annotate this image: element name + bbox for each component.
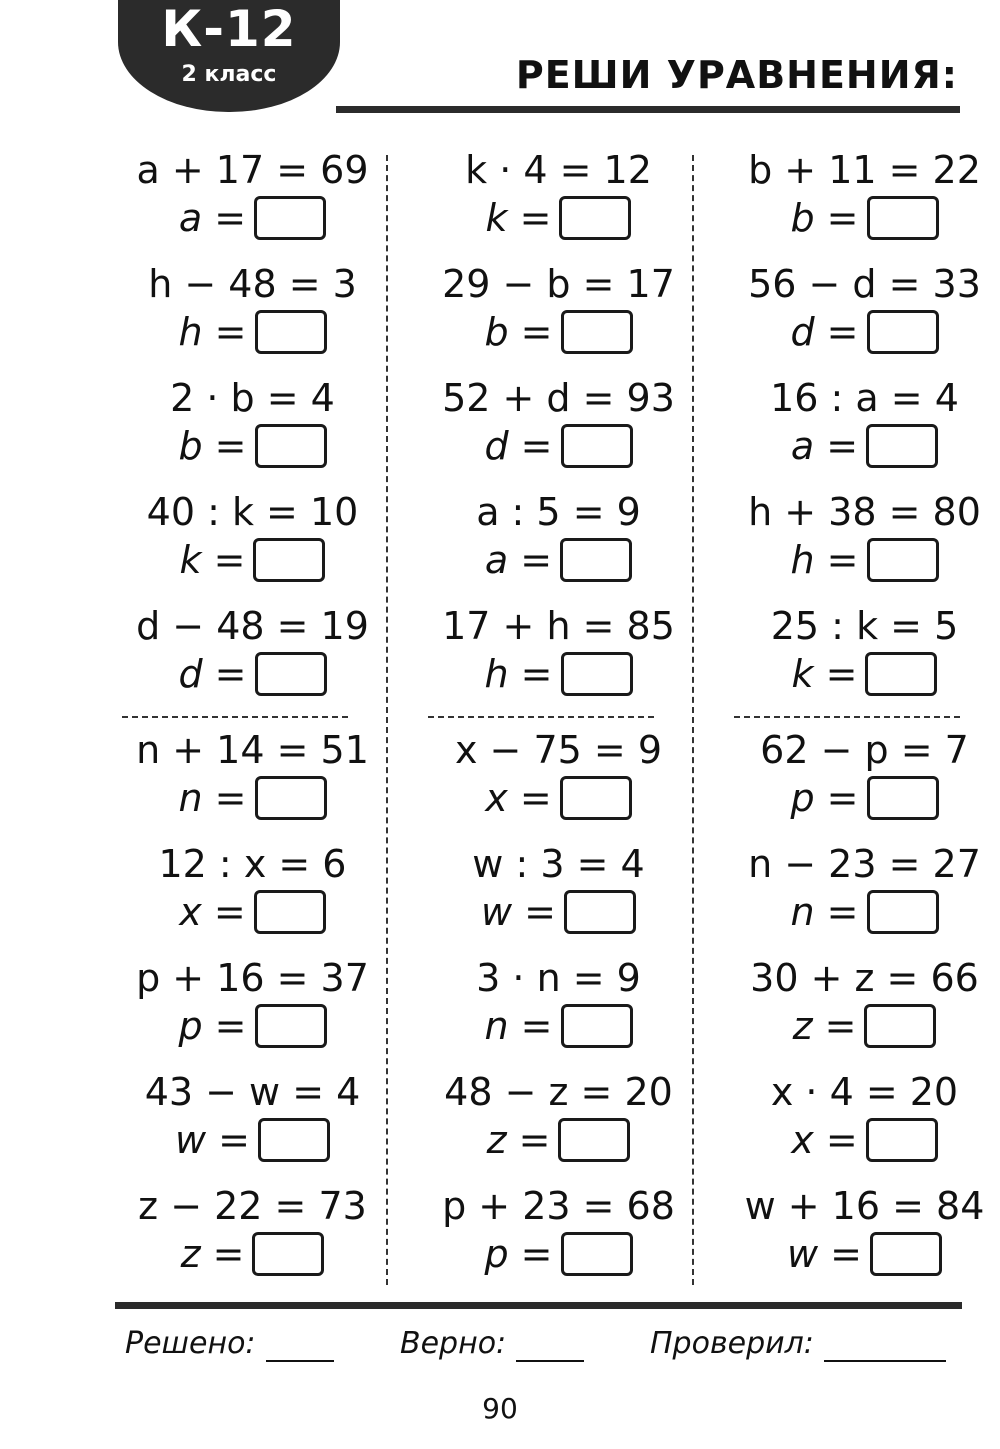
- equation-problem: [722, 1062, 1000, 1176]
- answer-row: [110, 538, 395, 590]
- equation-problem: [416, 254, 701, 368]
- answer-row: [110, 310, 395, 362]
- checked-input-line[interactable]: [824, 1332, 946, 1362]
- answer-box[interactable]: [866, 424, 938, 468]
- correct-input-line[interactable]: [516, 1332, 584, 1362]
- equation-text: d − 48 = 19: [136, 604, 369, 648]
- answer-box[interactable]: [867, 196, 939, 240]
- checked-label: Проверил:: [650, 1326, 814, 1361]
- answer-box[interactable]: [255, 424, 327, 468]
- equation-text: h + 38 = 80: [748, 490, 981, 534]
- answer-label: h =: [790, 538, 859, 582]
- equation-problem: [722, 482, 1000, 596]
- equation-text: w + 16 = 84: [744, 1184, 985, 1228]
- answer-box[interactable]: [258, 1118, 330, 1162]
- answer-row: [110, 776, 395, 828]
- answer-label: a =: [790, 424, 859, 468]
- answer-row: [416, 538, 701, 590]
- series-badge: [118, 0, 340, 112]
- answer-row: [416, 310, 701, 362]
- badge-grade: 2 класс: [181, 62, 277, 87]
- answer-label: a =: [178, 196, 247, 240]
- footer-rule: [115, 1302, 962, 1309]
- equation-column: [416, 140, 701, 1285]
- equation-problem: [416, 720, 701, 834]
- answer-row: [722, 1004, 1000, 1056]
- answer-box[interactable]: [561, 310, 633, 354]
- equation-text: 48 − z = 20: [444, 1070, 673, 1114]
- correct-label: Верно:: [400, 1326, 507, 1361]
- equation-text: 30 + z = 66: [750, 956, 979, 1000]
- page-heading: РЕШИ УРАВНЕНИЯ:: [515, 53, 958, 97]
- equation-problem: [416, 140, 701, 254]
- answer-row: [722, 1118, 1000, 1170]
- equation-problem: [110, 1176, 395, 1290]
- equation-problem: [110, 254, 395, 368]
- answer-box[interactable]: [866, 1118, 938, 1162]
- answer-label: d =: [790, 310, 859, 354]
- answer-label: x =: [791, 1118, 858, 1162]
- answer-row: [722, 652, 1000, 704]
- equation-text: z − 22 = 73: [138, 1184, 367, 1228]
- answer-box[interactable]: [560, 538, 632, 582]
- equation-problem: [110, 948, 395, 1062]
- solved-label: Решено:: [125, 1326, 256, 1361]
- answer-row: [416, 1118, 701, 1170]
- answer-label: p =: [790, 776, 859, 820]
- answer-label: p =: [178, 1004, 247, 1048]
- equation-text: x − 75 = 9: [454, 728, 662, 772]
- answer-label: w =: [481, 890, 556, 934]
- heading-rule: [336, 106, 960, 113]
- page-number: 90: [482, 1392, 518, 1425]
- answer-box[interactable]: [252, 1232, 324, 1276]
- answer-box[interactable]: [564, 890, 636, 934]
- equation-problem: [722, 948, 1000, 1062]
- answer-row: [416, 890, 701, 942]
- answer-label: h =: [484, 652, 553, 696]
- answer-box[interactable]: [561, 424, 633, 468]
- equation-problem: [722, 254, 1000, 368]
- correct-field: [400, 1326, 584, 1362]
- answer-label: k =: [485, 196, 552, 240]
- answer-label: w =: [787, 1232, 862, 1276]
- equation-text: 62 − p = 7: [760, 728, 969, 772]
- answer-box[interactable]: [253, 538, 325, 582]
- equation-problem: [722, 1176, 1000, 1290]
- answer-label: k =: [791, 652, 858, 696]
- equation-problem: [416, 948, 701, 1062]
- equation-text: 12 : x = 6: [158, 842, 347, 886]
- answer-box[interactable]: [255, 310, 327, 354]
- answer-row: [722, 196, 1000, 248]
- answer-row: [110, 424, 395, 476]
- equation-column: [110, 140, 395, 1285]
- answer-label: k =: [179, 538, 246, 582]
- answer-row: [416, 1004, 701, 1056]
- answer-row: [416, 776, 701, 828]
- equation-problem: [722, 140, 1000, 254]
- equation-text: 40 : k = 10: [146, 490, 359, 534]
- equation-problem: [722, 596, 1000, 710]
- equation-problem: [722, 720, 1000, 834]
- answer-box[interactable]: [561, 1004, 633, 1048]
- answer-box[interactable]: [865, 652, 937, 696]
- answer-label: b =: [178, 424, 247, 468]
- answer-label: n =: [178, 776, 247, 820]
- equation-text: k · 4 = 12: [465, 148, 652, 192]
- equation-text: 17 + h = 85: [442, 604, 675, 648]
- answer-label: n =: [484, 1004, 553, 1048]
- solved-field: [125, 1326, 334, 1362]
- answer-box[interactable]: [864, 1004, 936, 1048]
- answer-row: [110, 1118, 395, 1170]
- equation-text: a : 5 = 9: [476, 490, 641, 534]
- equation-problem: [110, 834, 395, 948]
- equation-column: [722, 140, 1000, 1285]
- equation-text: 16 : a = 4: [770, 376, 959, 420]
- answer-label: z =: [792, 1004, 857, 1048]
- equation-text: h − 48 = 3: [148, 262, 357, 306]
- equation-text: p + 23 = 68: [442, 1184, 675, 1228]
- answer-box[interactable]: [254, 890, 326, 934]
- answer-label: p =: [484, 1232, 553, 1276]
- equation-problem: [110, 140, 395, 254]
- equation-problem: [110, 1062, 395, 1176]
- equation-text: 29 − b = 17: [442, 262, 675, 306]
- answer-row: [722, 424, 1000, 476]
- answer-row: [722, 310, 1000, 362]
- equation-text: 25 : k = 5: [770, 604, 959, 648]
- equation-problem: [110, 596, 395, 710]
- equation-text: a + 17 = 69: [136, 148, 369, 192]
- equation-text: 52 + d = 93: [442, 376, 675, 420]
- equation-text: x · 4 = 20: [770, 1070, 959, 1114]
- answer-label: b =: [484, 310, 553, 354]
- equation-text: 2 · b = 4: [170, 376, 335, 420]
- equation-grid: [110, 140, 985, 1285]
- equation-text: 3 · n = 9: [476, 956, 641, 1000]
- answer-box[interactable]: [560, 776, 632, 820]
- equation-problem: [110, 720, 395, 834]
- equation-problem: [722, 368, 1000, 482]
- equation-text: p + 16 = 37: [136, 956, 369, 1000]
- answer-row: [416, 1232, 701, 1284]
- answer-box[interactable]: [867, 310, 939, 354]
- equation-problem: [416, 1062, 701, 1176]
- equation-text: b + 11 = 22: [748, 148, 981, 192]
- equation-problem: [110, 368, 395, 482]
- equation-problem: [416, 368, 701, 482]
- answer-row: [722, 776, 1000, 828]
- answer-label: x =: [485, 776, 552, 820]
- answer-row: [110, 1232, 395, 1284]
- answer-row: [722, 890, 1000, 942]
- equation-text: w : 3 = 4: [472, 842, 645, 886]
- answer-label: d =: [484, 424, 553, 468]
- equation-text: n − 23 = 27: [748, 842, 981, 886]
- equation-problem: [416, 482, 701, 596]
- answer-box[interactable]: [867, 890, 939, 934]
- answer-label: w =: [175, 1118, 250, 1162]
- answer-box[interactable]: [870, 1232, 942, 1276]
- badge-title: К-12: [161, 0, 297, 58]
- answer-box[interactable]: [255, 776, 327, 820]
- equation-problem: [110, 482, 395, 596]
- answer-row: [722, 538, 1000, 590]
- answer-box[interactable]: [559, 196, 631, 240]
- equation-problem: [416, 834, 701, 948]
- answer-row: [416, 424, 701, 476]
- answer-label: h =: [178, 310, 247, 354]
- answer-box[interactable]: [558, 1118, 630, 1162]
- answer-label: d =: [178, 652, 247, 696]
- answer-row: [416, 196, 701, 248]
- answer-row: [110, 652, 395, 704]
- answer-label: z =: [180, 1232, 245, 1276]
- answer-row: [110, 196, 395, 248]
- answer-box[interactable]: [254, 196, 326, 240]
- equation-text: 56 − d = 33: [748, 262, 981, 306]
- equation-problem: [722, 834, 1000, 948]
- equation-problem: [416, 1176, 701, 1290]
- answer-row: [722, 1232, 1000, 1284]
- answer-box[interactable]: [561, 652, 633, 696]
- equation-problem: [416, 596, 701, 710]
- answer-row: [416, 652, 701, 704]
- equation-text: 43 − w = 4: [144, 1070, 361, 1114]
- answer-box[interactable]: [867, 776, 939, 820]
- answer-row: [110, 1004, 395, 1056]
- answer-label: n =: [790, 890, 859, 934]
- checked-field: [650, 1326, 946, 1362]
- solved-input-line[interactable]: [266, 1332, 334, 1362]
- answer-box[interactable]: [255, 652, 327, 696]
- answer-box[interactable]: [867, 538, 939, 582]
- answer-label: x =: [179, 890, 246, 934]
- answer-box[interactable]: [255, 1004, 327, 1048]
- answer-box[interactable]: [561, 1232, 633, 1276]
- answer-row: [110, 890, 395, 942]
- equation-text: n + 14 = 51: [136, 728, 369, 772]
- answer-label: b =: [790, 196, 859, 240]
- answer-label: z =: [486, 1118, 551, 1162]
- answer-label: a =: [484, 538, 553, 582]
